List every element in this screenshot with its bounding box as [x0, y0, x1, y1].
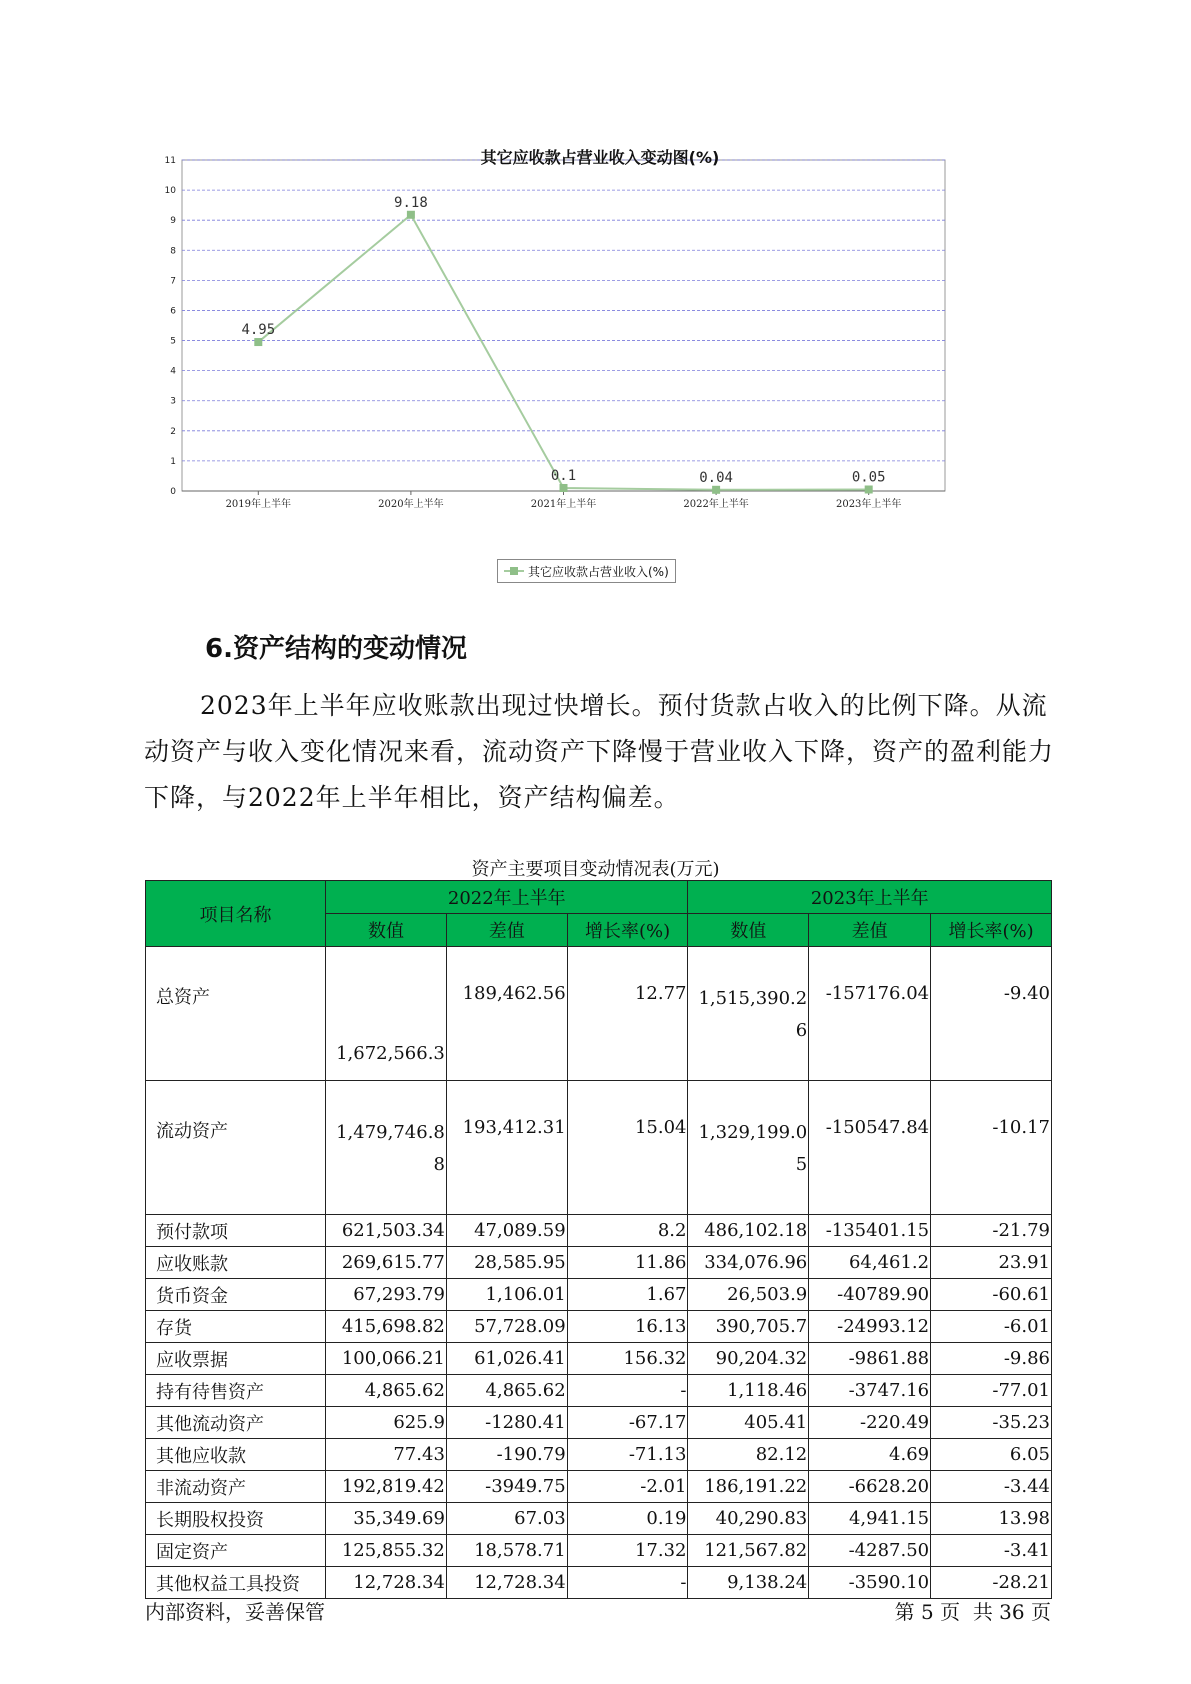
cell-row-name: 总资产 — [146, 947, 326, 1081]
x-tick-label: 2019年上半年 — [225, 499, 292, 510]
cell-value-2023: 82.12 — [688, 1439, 809, 1471]
cell-value-2022: 77.43 — [326, 1439, 447, 1471]
cell-growth-2022: -2.01 — [567, 1471, 688, 1503]
cell-value-2022: 67,293.79 — [326, 1279, 447, 1311]
data-point — [712, 486, 720, 494]
cell-growth-2022: 156.32 — [567, 1343, 688, 1375]
table-caption: 资产主要项目变动情况表(万元) — [471, 859, 720, 880]
cell-diff-2023: -4287.50 — [809, 1535, 931, 1567]
cell-value-2022: 192,819.42 — [326, 1471, 447, 1503]
cell-row-name: 非流动资产 — [146, 1471, 326, 1503]
cell-value-2022: 4,865.62 — [326, 1375, 447, 1407]
header-growth-2022: 增长率(%) — [567, 914, 688, 947]
y-tick-label: 2 — [170, 426, 176, 437]
y-tick-label: 5 — [170, 336, 176, 347]
cell-growth-2023: -21.79 — [931, 1215, 1052, 1247]
table-row — [146, 1279, 1052, 1311]
cell-value-2022: 415,698.82 — [326, 1311, 447, 1343]
cell-diff-2023: 4,941.15 — [809, 1503, 931, 1535]
table-row — [146, 1439, 1052, 1471]
cell-growth-2023: -10.17 — [931, 1081, 1052, 1215]
table-row — [146, 1535, 1052, 1567]
data-point — [560, 484, 568, 492]
y-tick-label: 0 — [170, 487, 176, 497]
cell-row-name: 固定资产 — [146, 1535, 326, 1567]
cell-growth-2022: -67.17 — [567, 1407, 688, 1439]
cell-row-name: 其他权益工具投资 — [146, 1567, 326, 1599]
cell-growth-2022: 17.32 — [567, 1535, 688, 1567]
cell-diff-2022: 28,585.95 — [446, 1247, 567, 1279]
data-label: 0.05 — [851, 469, 886, 486]
cell-diff-2022: 47,089.59 — [446, 1215, 567, 1247]
cell-value-2023: 334,076.96 — [688, 1247, 809, 1279]
cell-diff-2022: 12,728.34 — [446, 1567, 567, 1599]
asset-change-table — [145, 880, 1052, 1599]
y-tick-label: 11 — [164, 156, 176, 166]
chart-legend — [497, 559, 676, 583]
table-row — [146, 1375, 1052, 1407]
cell-growth-2022: 8.2 — [567, 1215, 688, 1247]
cell-value-2022: 125,855.32 — [326, 1535, 447, 1567]
cell-growth-2023: -6.01 — [931, 1311, 1052, 1343]
cell-row-name: 应收票据 — [146, 1343, 326, 1375]
header-diff-2022: 差值 — [446, 914, 567, 947]
chart-canvas — [160, 135, 1040, 595]
cell-growth-2022: 12.77 — [567, 947, 688, 1081]
cell-growth-2023: -9.40 — [931, 947, 1052, 1081]
cell-value-2022: 35,349.69 — [326, 1503, 447, 1535]
cell-value-2023: 26,503.9 — [688, 1279, 809, 1311]
cell-value-2023: 90,204.32 — [688, 1343, 809, 1375]
cell-diff-2022: 67.03 — [446, 1503, 567, 1535]
cell-value-2022: 100,066.21 — [326, 1343, 447, 1375]
footer-confidential-note: 内部资料，妥善保管 — [145, 1600, 325, 1624]
table-body — [146, 947, 1052, 1599]
cell-diff-2022: -3949.75 — [446, 1471, 567, 1503]
cell-value-2023: 1,329,199.05 — [688, 1081, 809, 1215]
cell-growth-2023: 6.05 — [931, 1439, 1052, 1471]
y-tick-label: 7 — [170, 276, 176, 287]
cell-diff-2023: -135401.15 — [809, 1215, 931, 1247]
cell-growth-2023: -9.86 — [931, 1343, 1052, 1375]
cell-value-2023: 486,102.18 — [688, 1215, 809, 1247]
y-tick-label: 1 — [170, 456, 176, 467]
cell-diff-2023: 64,461.2 — [809, 1247, 931, 1279]
header-value-2023: 数值 — [688, 914, 809, 947]
legend-label: 其它应收款占营业收入(%) — [528, 564, 669, 579]
cell-row-name: 长期股权投资 — [146, 1503, 326, 1535]
header-item-name: 项目名称 — [146, 881, 326, 947]
cell-growth-2022: - — [567, 1567, 688, 1599]
y-tick-label: 9 — [170, 216, 176, 227]
cell-diff-2023: 4.69 — [809, 1439, 931, 1471]
cell-growth-2023: -60.61 — [931, 1279, 1052, 1311]
data-label: 0.04 — [699, 469, 733, 486]
cell-growth-2023: -35.23 — [931, 1407, 1052, 1439]
plot-area-border — [182, 160, 945, 491]
section-heading: 6.资产结构的变动情况 — [205, 634, 467, 664]
cell-value-2022: 1,479,746.88 — [326, 1081, 447, 1215]
table-row — [146, 947, 1052, 1081]
data-label: 0.1 — [550, 467, 577, 484]
table-row — [146, 1311, 1052, 1343]
table-row — [146, 1567, 1052, 1599]
cell-diff-2023: -6628.20 — [809, 1471, 931, 1503]
cell-value-2023: 1,515,390.26 — [688, 947, 809, 1081]
cell-diff-2023: -150547.84 — [809, 1081, 931, 1215]
y-tick-label: 6 — [170, 306, 176, 317]
x-tick-label: 2022年上半年 — [683, 499, 749, 510]
cell-diff-2023: -220.49 — [809, 1407, 931, 1439]
data-point — [865, 485, 873, 493]
header-group-2022: 2022年上半年 — [326, 881, 688, 914]
cell-row-name: 货币资金 — [146, 1279, 326, 1311]
table-row — [146, 1247, 1052, 1279]
cell-diff-2023: -40789.90 — [809, 1279, 931, 1311]
cell-value-2023: 186,191.22 — [688, 1471, 809, 1503]
table-row — [146, 1471, 1052, 1503]
cell-value-2022: 625.9 — [326, 1407, 447, 1439]
header-group-2023: 2023年上半年 — [688, 881, 1052, 914]
cell-value-2023: 390,705.7 — [688, 1311, 809, 1343]
y-tick-label: 3 — [170, 396, 176, 407]
cell-diff-2023: -9861.88 — [809, 1343, 931, 1375]
y-tick-label: 4 — [170, 366, 176, 377]
x-tick-label: 2023年上半年 — [835, 499, 902, 510]
cell-diff-2022: -190.79 — [446, 1439, 567, 1471]
cell-row-name: 持有待售资产 — [146, 1375, 326, 1407]
section-paragraph: 2023年上半年应收账款出现过快增长。预付货款占收入的比例下降。从流动资产与收入变化情况来看，流动资产下降慢于营业收入下降，资产的盈利能力下降，与2022年上半年相比，资产结构偏差。 — [144, 691, 1055, 812]
cell-value-2023: 121,567.82 — [688, 1535, 809, 1567]
cell-diff-2023: -157176.04 — [809, 947, 931, 1081]
cell-diff-2022: 4,865.62 — [446, 1375, 567, 1407]
cell-diff-2023: -24993.12 — [809, 1311, 931, 1343]
cell-growth-2023: 13.98 — [931, 1503, 1052, 1535]
legend-marker-icon — [504, 567, 524, 575]
cell-diff-2023: -3590.10 — [809, 1567, 931, 1599]
table-row — [146, 1215, 1052, 1247]
cell-diff-2022: 189,462.56 — [446, 947, 567, 1081]
cell-value-2022: 1,672,566.3 — [326, 947, 447, 1081]
cell-row-name: 其他流动资产 — [146, 1407, 326, 1439]
cell-row-name: 预付款项 — [146, 1215, 326, 1247]
x-tick-label: 2020年上半年 — [378, 499, 444, 510]
x-tick-label: 2021年上半年 — [530, 499, 597, 510]
chart-title: 其它应收款占营业收入变动图(%) — [480, 148, 720, 167]
cell-value-2023: 405.41 — [688, 1407, 809, 1439]
header-diff-2023: 差值 — [809, 914, 931, 947]
cell-growth-2023: -28.21 — [931, 1567, 1052, 1599]
cell-growth-2022: 15.04 — [567, 1081, 688, 1215]
cell-growth-2023: -3.41 — [931, 1535, 1052, 1567]
cell-diff-2022: 61,026.41 — [446, 1343, 567, 1375]
cell-growth-2022: 1.67 — [567, 1279, 688, 1311]
cell-diff-2022: 57,728.09 — [446, 1311, 567, 1343]
y-tick-label: 10 — [164, 186, 176, 197]
data-point — [407, 211, 415, 219]
cell-growth-2022: 0.19 — [567, 1503, 688, 1535]
cell-value-2023: 1,118.46 — [688, 1375, 809, 1407]
table-row — [146, 1407, 1052, 1439]
line-chart — [160, 135, 1040, 595]
cell-value-2022: 621,503.34 — [326, 1215, 447, 1247]
cell-row-name: 存货 — [146, 1311, 326, 1343]
y-tick-label: 8 — [170, 246, 176, 257]
cell-growth-2022: 16.13 — [567, 1311, 688, 1343]
cell-value-2023: 40,290.83 — [688, 1503, 809, 1535]
cell-growth-2022: -71.13 — [567, 1439, 688, 1471]
cell-growth-2022: 11.86 — [567, 1247, 688, 1279]
header-growth-2023: 增长率(%) — [931, 914, 1052, 947]
data-label: 4.95 — [241, 322, 276, 339]
cell-diff-2022: -1280.41 — [446, 1407, 567, 1439]
table-row — [146, 1503, 1052, 1535]
data-label: 9.18 — [394, 194, 428, 211]
cell-row-name: 应收账款 — [146, 1247, 326, 1279]
cell-value-2022: 269,615.77 — [326, 1247, 447, 1279]
cell-value-2023: 9,138.24 — [688, 1567, 809, 1599]
cell-diff-2023: -3747.16 — [809, 1375, 931, 1407]
cell-growth-2023: -77.01 — [931, 1375, 1052, 1407]
cell-growth-2023: -3.44 — [931, 1471, 1052, 1503]
cell-diff-2022: 193,412.31 — [446, 1081, 567, 1215]
cell-row-name: 流动资产 — [146, 1081, 326, 1215]
data-point — [254, 338, 262, 346]
footer-page-number: 第 5 页 共 36 页 — [894, 1600, 1051, 1624]
header-value-2022: 数值 — [326, 914, 447, 947]
cell-growth-2022: - — [567, 1375, 688, 1407]
cell-value-2022: 12,728.34 — [326, 1567, 447, 1599]
series-line — [258, 215, 868, 490]
cell-diff-2022: 1,106.01 — [446, 1279, 567, 1311]
table-row — [146, 1343, 1052, 1375]
cell-diff-2022: 18,578.71 — [446, 1535, 567, 1567]
cell-growth-2023: 23.91 — [931, 1247, 1052, 1279]
cell-row-name: 其他应收款 — [146, 1439, 326, 1471]
table-row — [146, 1081, 1052, 1215]
